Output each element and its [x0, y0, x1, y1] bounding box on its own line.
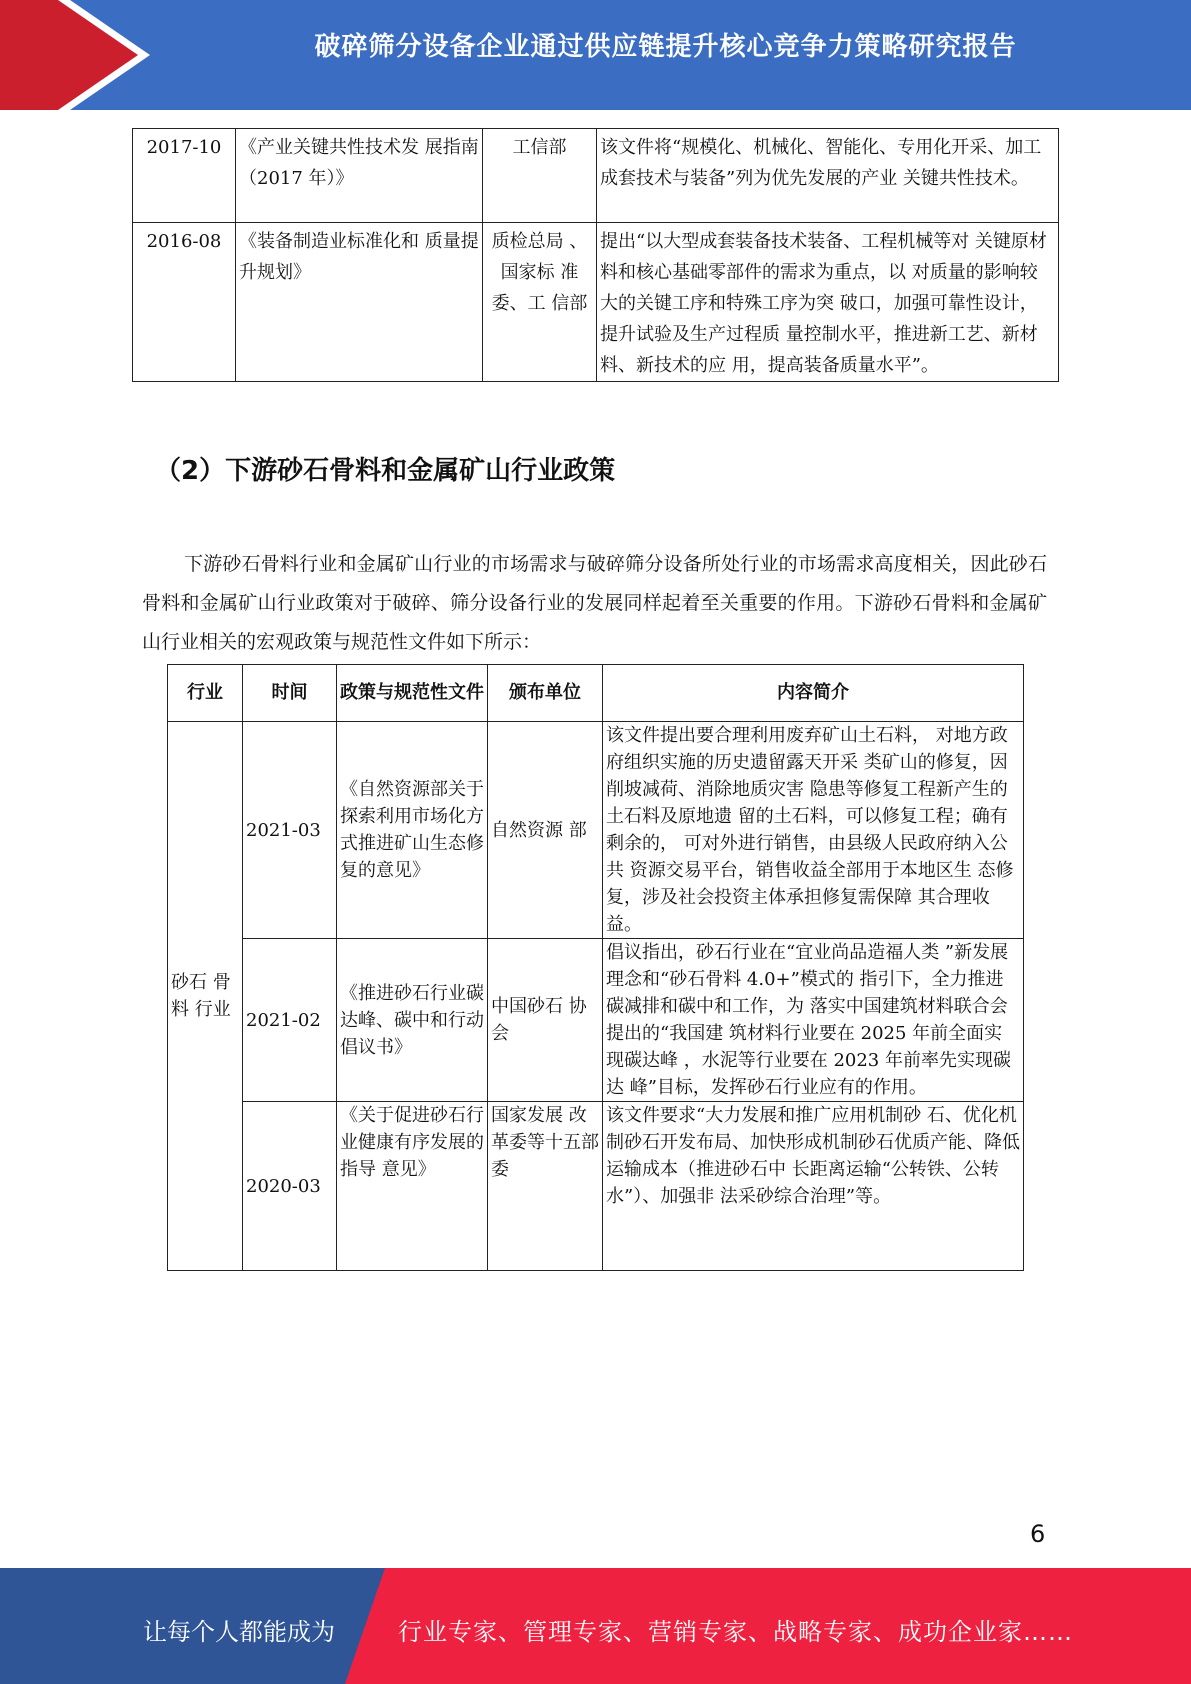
- report-title: 破碎筛分设备企业通过供应链提升核心竞争力策略研究报告: [314, 32, 1017, 62]
- policy-title: 《自然资源部关于探索利用市场化方式推进矿山生态修复的意见》: [337, 722, 488, 939]
- header-content: 内容简介: [603, 665, 1024, 722]
- section-paragraph: 下游砂石骨料行业和金属矿山行业的市场需求与破碎筛分设备所处行业的市场需求高度相关，因此砂石骨料和金属矿山行业政策对于破碎、筛分设备行业的发展同样起着至关重要的作用。下游砂石骨料和金属矿山行业相关的宏观政策与规范性文件如下所示：: [142, 553, 1047, 653]
- page-number: 6: [1030, 1520, 1046, 1548]
- policy-date: 2021-03: [243, 722, 337, 939]
- policy-content: 该文件要求“大力发展和推广应用机制砂 石、优化机制砂石开发布局、加快形成机制砂石优质产能、降低运输成本（推进砂石中 长距离运输“公转铁、公转水”）、加强非 法采砂综合治理”等。: [603, 1102, 1024, 1271]
- policy-date: 2016-08: [133, 223, 236, 382]
- policy-issuer: 自然资源 部: [488, 722, 603, 939]
- header-issuer: 颁布单位: [488, 665, 603, 722]
- policy-content: 提出“以大型成套装备技术装备、工程机械等对 关键原材料和核心基础零部件的需求为重点，以 对质量的影响较大的关键工序和特殊工序为突 破口，加强可靠性设计，提升试验及生产过程质 量控制水平，推进新工艺、新材料、新技术的应 用，提高装备质量水平”。: [597, 223, 1059, 382]
- policy-date: 2020-03: [243, 1102, 337, 1271]
- policy-content: 该文件提出要合理利用废弃矿山土石料， 对地方政府组织实施的历史遗留露天开采 类矿山的修复，因削坡减荷、消除地质灾害 隐患等修复工程新产生的土石料及原地遗 留的土石料，可以修复工程；确有剩余的， 可对外进行销售，由县级人民政府纳入公共 资源交易平台，销售收益全部用于本地区生 态修复，涉及社会投资主体承担修复需保障 其合理收益。: [603, 722, 1024, 939]
- policy-table-continued: [132, 128, 1059, 382]
- table-row: [133, 223, 1059, 382]
- table-row: [168, 1102, 1024, 1271]
- policy-issuer: 质检总局 、国家标 准委、工 信部: [483, 223, 597, 382]
- policy-issuer: 中国砂石 协会: [488, 939, 603, 1102]
- downstream-policy-table: [167, 664, 1024, 1271]
- policy-issuer: 工信部: [483, 129, 597, 223]
- table-row: [168, 939, 1024, 1102]
- page-header: [0, 0, 1191, 110]
- table-row: [168, 722, 1024, 939]
- footer-slogan-left: 让每个人都能成为: [143, 1618, 335, 1646]
- footer-slogan-right: 行业专家、管理专家、营销专家、战略专家、成功企业家……: [398, 1618, 1073, 1646]
- policy-title: 《推进砂石行业碳达峰、碳中和行动倡议书》: [337, 939, 488, 1102]
- header-industry: 行业: [168, 665, 243, 722]
- header-time: 时间: [243, 665, 337, 722]
- policy-title: 《产业关键共性技术发 展指南（2017 年）》: [236, 129, 483, 223]
- policy-issuer: 国家发展 改革委等十五部委: [488, 1102, 603, 1271]
- policy-title: 《关于促进砂石行业健康有序发展的指导 意见》: [337, 1102, 488, 1271]
- policy-date: 2021-02: [243, 939, 337, 1102]
- table-header-row: [168, 665, 1024, 722]
- policy-title: 《装备制造业标准化和 质量提升规划》: [236, 223, 483, 382]
- table-row: [133, 129, 1059, 223]
- policy-date: 2017-10: [133, 129, 236, 223]
- section-heading: （2）下游砂石骨料和金属矿山行业政策: [155, 456, 616, 486]
- policy-content: 该文件将“规模化、机械化、智能化、专用化开采、加工成套技术与装备”列为优先发展的产业 关键共性技术。: [597, 129, 1059, 223]
- policy-content: 倡议指出，砂石行业在“宜业尚品造福人类 ”新发展理念和“砂石骨料 4.0+”模式的 指引下，全力推进碳减排和碳中和工作，为 落实中国建筑材料联合会提出的“我国建 筑材料行业要在 2025 年前全面实现碳达峰 ，水泥等行业要在 2023 年前率先实现碳达 峰”目标，发挥砂石行业应有的作用。: [603, 939, 1024, 1102]
- header-policy: 政策与规范性文件: [337, 665, 488, 722]
- industry-cell: 砂石 骨料 行业: [168, 722, 243, 1271]
